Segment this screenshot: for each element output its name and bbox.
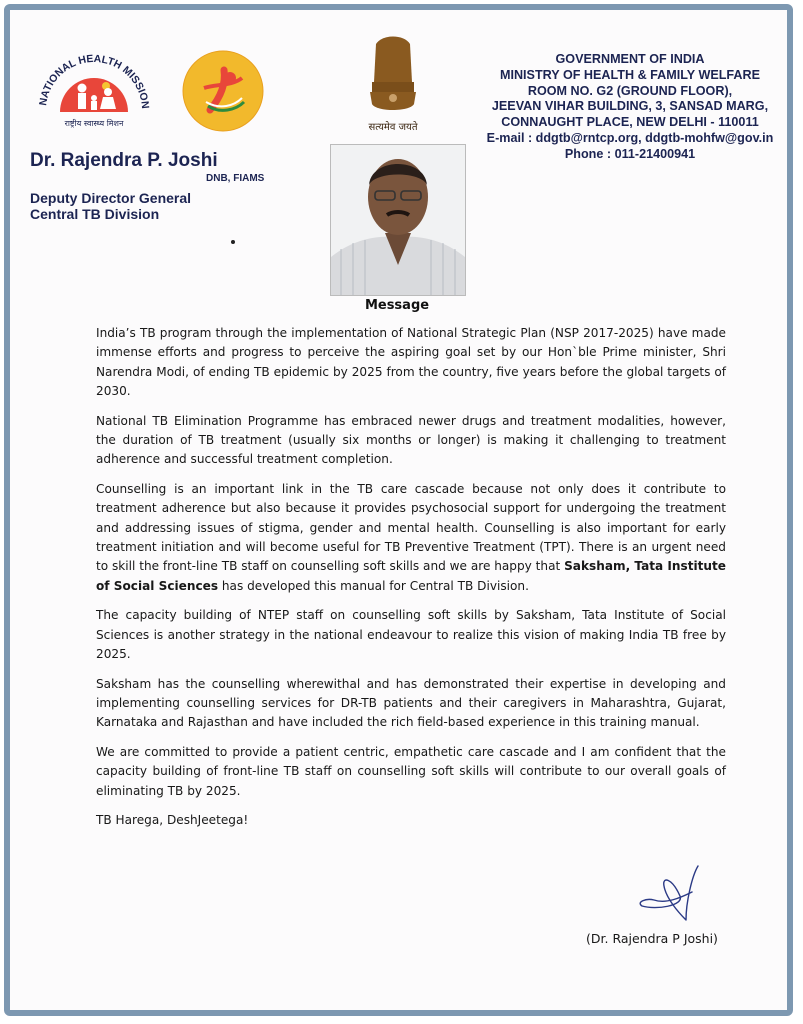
- speck: [231, 240, 235, 244]
- sender-name: Dr. Rajendra P. Joshi: [30, 150, 218, 171]
- message-paragraph: National TB Elimination Programme has embraced newer drugs and treatment modalities, however, the duration of TB treatment (usually six months or longer) is making it challenging to treatment adherence and successful treatment completion.: [96, 413, 726, 467]
- signoff-name: (Dr. Rajendra P Joshi): [586, 931, 718, 946]
- closing-slogan: TB Harega, DeshJeetega!: [96, 812, 249, 827]
- message-body: [96, 324, 726, 840]
- letterhead-line: ROOM NO. G2 (GROUND FLOOR),: [527, 83, 733, 98]
- svg-text:राष्ट्रीय स्वास्थ्य मिशन: राष्ट्रीय स्वास्थ्य मिशन: [64, 119, 124, 128]
- letterhead-line: CONNAUGHT PLACE, NEW DELHI - 110011: [501, 115, 759, 130]
- message-paragraph: We are committed to provide a patient centric, empathetic care cascade and I am confident that the capacity building of front-line TB staff on counselling soft skills will contribute to our overall goals of eliminating TB by 2025.: [96, 744, 726, 798]
- message-paragraph: India’s TB program through the implementation of National Strategic Plan (NSP 2017-2025) have made immense efforts and progress to perceive the aspiring goal set by our Hon`ble Prime minister, Shri Narendra Modi, of ending TB epidemic by 2025 from the country, five years before the global targets of 2030.: [96, 326, 726, 399]
- sender-division: Central TB Division: [30, 206, 160, 222]
- message-paragraph-3: Counselling is an important link in the TB care cascade because not only does it contribute to treatment adherence but also because it provides psychosocial support for undergoing the treatment and addressing issues of stigma, gender and mental health. Counselling is also important for early treatment initiation and will become useful for TB Preventive Treatment (TPT). There is an urgent need to skill the front-line TB staff on counselling soft skills and we are happy that Saksham, Tata Institute of Social Sciences has developed this manual for Central TB Division.: [96, 481, 727, 593]
- letterhead-email: E-mail : ddgtb@rntcp.org, ddgtb-mohfw@gov.in: [486, 130, 774, 145]
- person-portrait-icon: [331, 145, 465, 295]
- sender-qualifications: DNB, FIAMS: [206, 173, 265, 184]
- sender-designation: Deputy Director General: [30, 190, 192, 206]
- message-paragraph: The capacity building of NTEP staff on counselling soft skills by Saksham, Tata Institute of Social Sciences is another strategy in the national endeavour to realize this vision of making India TB free by 2025.: [96, 608, 726, 662]
- message-heading: Message: [364, 298, 430, 313]
- national-health-mission-logo: [36, 40, 152, 140]
- letterhead-address: [480, 52, 780, 163]
- national-emblem-icon: [362, 34, 424, 138]
- letterhead-line: JEEVAN VIHAR BUILDING, 3, SANSAD MARG,: [491, 99, 769, 114]
- letterhead-line: GOVERNMENT OF INDIA: [555, 52, 705, 66]
- ntep-logo: [180, 48, 266, 134]
- letterhead-phone: Phone : 011-21400941: [564, 146, 696, 161]
- saksham-tiss-bold: Saksham, Tata Institute of Social Sciences: [96, 559, 727, 593]
- portrait-photo: [330, 144, 466, 296]
- letterhead-line: MINISTRY OF HEALTH & FAMILY WELFARE: [499, 67, 761, 82]
- sender-designation-block: [30, 190, 191, 222]
- message-paragraph: Saksham has the counselling wherewithal and has demonstrated their expertise in developing and implementing counselling services for DR-TB patients and their caregivers in Maharashtra, Gujarat, Karnataka and Rajasthan and have included the rich field-based experience in this training manual.: [96, 676, 726, 730]
- signature-icon: [636, 862, 706, 924]
- svg-text:NATIONAL HEALTH MISSION: NATIONAL HEALTH MISSION: [37, 52, 152, 110]
- svg-text:सत्यमेव जयते: सत्यमेव जयते: [368, 122, 418, 133]
